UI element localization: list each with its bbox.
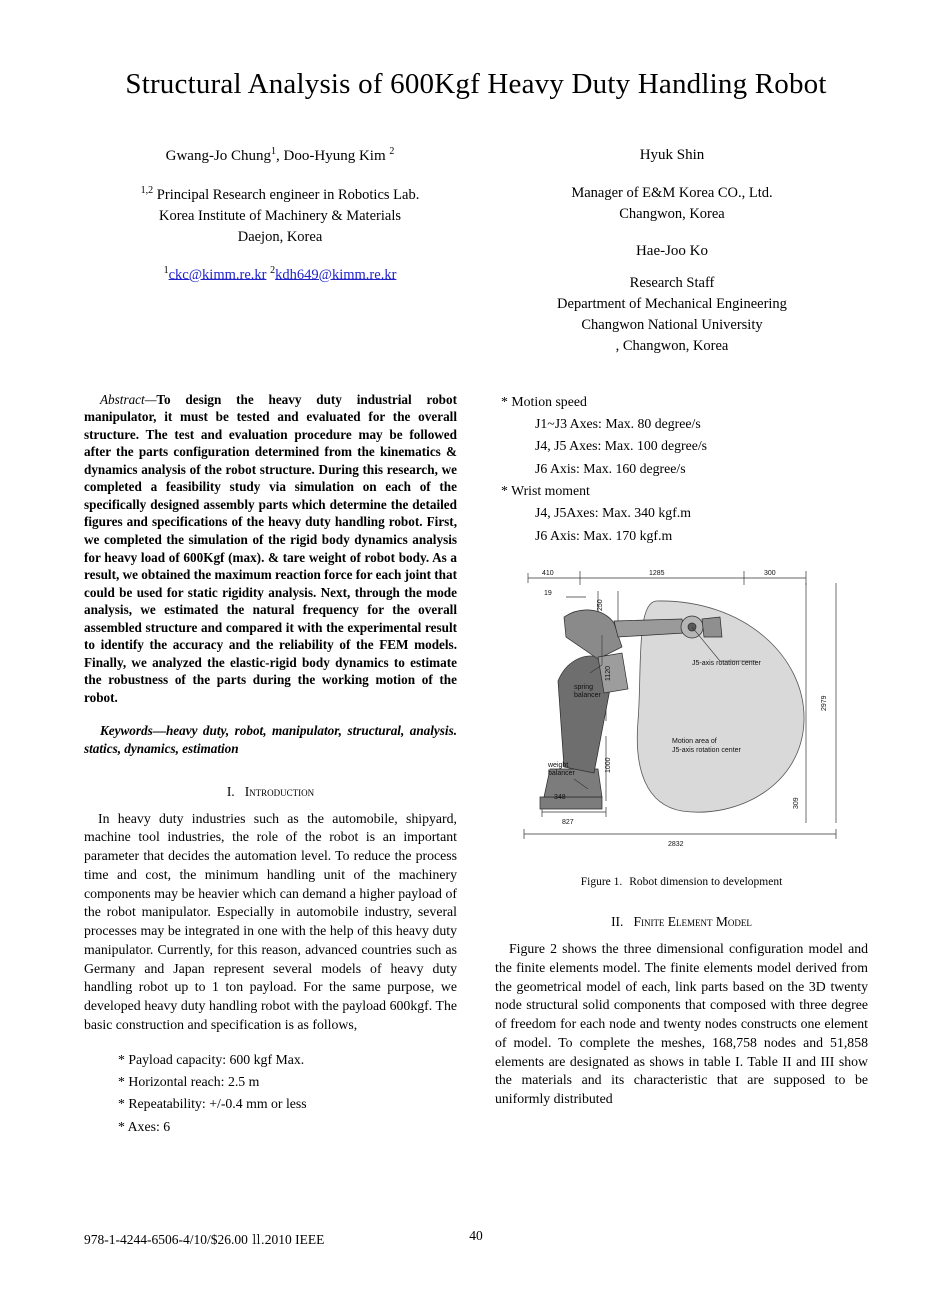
footer-page-number: 40 bbox=[469, 1228, 483, 1243]
spec-list bbox=[84, 1049, 457, 1138]
email-link-1[interactable]: ckc@kimm.re.kr bbox=[168, 266, 267, 283]
column-left bbox=[84, 391, 476, 1138]
affiliation-left-sup: 1,2 bbox=[140, 184, 154, 196]
footer-isbn: 978-1-4244-6506-4/10/$26.00 ⒒2010 IEEE bbox=[84, 1232, 325, 1247]
author-column-left bbox=[84, 145, 476, 357]
label-j5-rotation-center: J5-axis rotation center bbox=[691, 660, 761, 667]
motion-speed-item-2: J6 Axis: Max. 160 degree/s bbox=[535, 460, 686, 476]
paper-page bbox=[0, 68, 952, 1300]
dim-1285: 1285 bbox=[648, 570, 665, 577]
spec-item-1: * Horizontal reach: 2.5 m bbox=[118, 1071, 457, 1093]
section-title-2: Finite Element Model bbox=[633, 914, 752, 929]
abstract-text: To design the heavy duty industrial robot manipulator, it must be tested and evaluated for the overall structure. The test and evaluation procedure may be followed after the parts configuration determined from the kinematics & dynamics analysis of the robot structure. During this research, we completed a feasibility study via simulation on each of the specifically designed assembly parts which determine the detailed figures and specifications of the heavy duty handling robot. First, we completed the simulation of the rigid body dynamics analysis for heavy load of 600Kgf (max). & tare weight of robot body. As a result, we obtained the maximum reaction force for each joint that could be used for static rigidity analysis. Next, through the mode analysis, we estimated the natural frequency for the overall assembled structure and compared it with the experimental result to identify the accuracy and the reliability of the FEM models. Finally, we analyzed the elastic-rigid body dynamics to estimate the robustness of the parts during the working motion of the robot. bbox=[84, 391, 457, 705]
spec-item-3: * Axes: 6 bbox=[118, 1116, 457, 1138]
label-weight-balancer: weight bbox=[547, 762, 568, 769]
label-motion-area-1: Motion area of bbox=[671, 738, 717, 745]
abstract bbox=[84, 391, 457, 707]
author-name-2: , Doo-Hyung Kim bbox=[276, 148, 390, 164]
dim-300: 300 bbox=[763, 570, 776, 577]
page-title: Structural Analysis of 600Kgf Heavy Duty Handling Robot bbox=[125, 68, 827, 100]
label-weight-balancer-2: balancer bbox=[547, 770, 575, 777]
affiliation-right-2-line2: Department of Mechanical Engineering bbox=[557, 295, 787, 312]
wrist-moment-item-1: J6 Axis: Max. 170 kgf.m bbox=[535, 527, 673, 543]
robot-dimension-drawing bbox=[506, 561, 858, 861]
dim-2832: 2832 bbox=[667, 841, 684, 848]
affiliation-left-line2: Korea Institute of Machinery & Materials bbox=[159, 207, 401, 224]
email-2-sup: 2 bbox=[270, 264, 276, 276]
figure-1-caption-text: Robot dimension to development bbox=[629, 876, 783, 888]
body-columns bbox=[84, 391, 868, 1138]
column-right bbox=[476, 391, 868, 1138]
email-1-sup: 1 bbox=[163, 264, 169, 276]
affiliation-right-1-line2: Changwon, Korea bbox=[619, 205, 725, 222]
section-heading-introduction bbox=[84, 784, 457, 800]
dim-19: 19 bbox=[543, 590, 552, 597]
affiliation-right-2-line1: Research Staff bbox=[629, 274, 715, 291]
affiliation-right-2-line3: Changwon National University bbox=[581, 316, 763, 333]
author-name-3: Hyuk Shin bbox=[639, 147, 705, 163]
abstract-lead: Abstract— bbox=[100, 391, 157, 407]
wrist-moment-item-0: J4, J5Axes: Max. 340 kgf.m bbox=[535, 505, 691, 521]
author-name-1: Gwang-Jo Chung bbox=[165, 148, 272, 164]
affiliation-right-2 bbox=[476, 273, 868, 357]
affiliation-right-1-line1: Manager of E&M Korea CO., Ltd. bbox=[571, 184, 773, 201]
author-name-1-sup: 1 bbox=[271, 146, 277, 157]
dim-250: 250 bbox=[596, 599, 604, 611]
dim-309: 309 bbox=[792, 797, 800, 809]
affiliation-right-2-line4: , Changwon, Korea bbox=[615, 337, 729, 354]
author-name-2-sup: 2 bbox=[389, 146, 395, 157]
author-column-right bbox=[476, 145, 868, 357]
intro-paragraph-1: In heavy duty industries such as the automobile, shipyard, machine tool industries, the role of the robot is an important parameter that decides the automation level. To reduce the process time and cost, the minimum handling unit of the machinery components may be heavier which can demand a higher payload of the robot manipulator. Especially in automobile industry, several processes may be integrated in one with the help of this heavy duty manipulator. Currently, for this reason, advanced countries such as Germany and Japan represent several models of heavy duty handling robot up to 1 ton payload. For the same purpose, we developed heavy duty handling robot with the payload 600kgf. The basic construction and specification is as follows, bbox=[84, 810, 457, 1032]
motion-speed-item-1: J4, J5 Axes: Max. 100 degree/s bbox=[535, 438, 708, 454]
author-emails bbox=[84, 264, 476, 286]
spec-item-0: * Payload capacity: 600 kgf Max. bbox=[118, 1049, 457, 1071]
author-name-4: Hae-Joo Ko bbox=[635, 242, 709, 259]
author-names-left bbox=[84, 145, 476, 168]
dim-1120: 1120 bbox=[604, 665, 612, 681]
figure-1 bbox=[495, 561, 868, 888]
motion-speed-item-0: J1~J3 Axes: Max. 80 degree/s bbox=[535, 415, 701, 431]
label-spring-balancer: spring bbox=[573, 684, 593, 691]
figure-1-caption bbox=[495, 876, 868, 888]
affiliation-right-1 bbox=[476, 183, 868, 225]
motion-speed-heading: * Motion speed bbox=[501, 391, 868, 413]
affiliation-left-lab: Principal Research engineer in Robotics Lab. bbox=[153, 186, 420, 203]
affiliation-left-line3: Daejon, Korea bbox=[237, 228, 323, 245]
spec-item-2: * Repeatability: +/-0.4 mm or less bbox=[118, 1093, 457, 1115]
wrist-moment-heading: * Wrist moment bbox=[501, 480, 868, 502]
figure-1-label: Figure 1. bbox=[580, 876, 623, 888]
dim-2979: 2979 bbox=[820, 695, 828, 711]
affiliation-left-line1 bbox=[84, 184, 476, 206]
section-number-1: I. bbox=[226, 783, 235, 799]
affiliation-left bbox=[84, 184, 476, 248]
section-title-1: Introduction bbox=[244, 783, 315, 799]
section-heading-fem bbox=[495, 914, 868, 930]
dim-348: 348 bbox=[553, 794, 566, 801]
page-footer bbox=[84, 1228, 868, 1248]
dim-827: 827 bbox=[561, 819, 574, 826]
fem-paragraph-1: Figure 2 shows the three dimensional configuration model and the finite elements model. The finite elements model derived from the geometrical model of each, link parts based on the 3D twenty node structural solid components that composed with three degree of freedom for each node and twenty nodes constructs one element of model. To complete the meshes, 168,758 nodes and 51,858 elements are designated as shows in table I. Table II and III show the materials and its characteristic that are supposed to be uniformly distributed bbox=[495, 941, 868, 1106]
label-motion-area-2: J5-axis rotation center bbox=[671, 747, 741, 754]
section-number-2: II. bbox=[611, 914, 624, 929]
author-block bbox=[84, 145, 868, 357]
label-spring-balancer-2: balancer bbox=[573, 692, 601, 699]
email-link-2[interactable]: kdh649@kimm.re.kr bbox=[275, 266, 397, 283]
spec-right-list bbox=[495, 391, 868, 547]
keywords: Keywords—heavy duty, robot, manipulator, structural, analysis. statics, dynamics, estimation bbox=[84, 723, 457, 756]
dim-1000: 1000 bbox=[604, 757, 612, 773]
dim-410: 410 bbox=[541, 570, 554, 577]
